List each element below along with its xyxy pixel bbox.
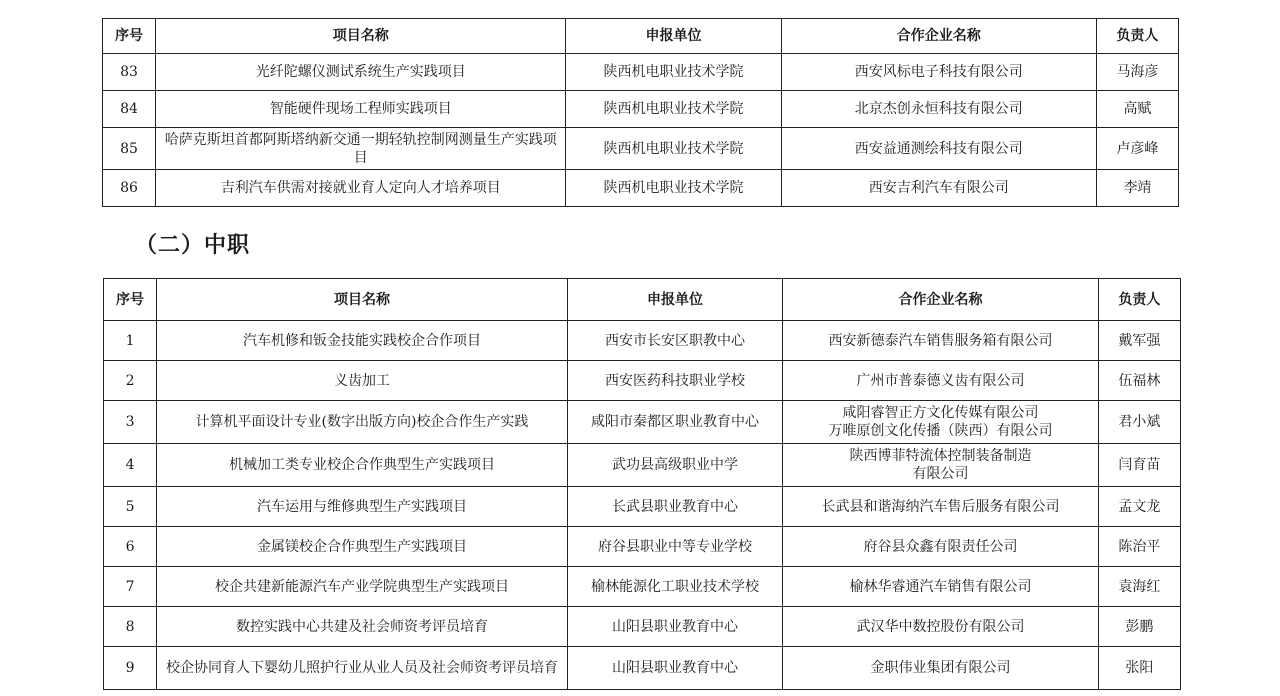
cell-partner-company [783,444,1099,487]
cell-project-name: 义齿加工 [157,361,568,401]
cell-applicant-unit: 西安市长安区职教中心 [567,321,782,361]
header-partner-company: 合作企业名称 [783,279,1099,321]
cell-lead: 伍福林 [1098,361,1180,401]
cell-no: 86 [103,170,156,207]
cell-partner-company: 金职伟业集团有限公司 [783,647,1099,690]
table-row [104,444,1181,487]
cell-project-name: 校企共建新能源汽车产业学院典型生产实践项目 [157,567,568,607]
cell-no: 5 [104,487,157,527]
header-applicant-unit: 申报单位 [566,19,781,54]
cell-project-name: 金属镁校企合作典型生产实践项目 [157,527,568,567]
cell-lead: 卢彦峰 [1096,128,1178,170]
project-table-secondary-vocational [103,278,1181,690]
table-row [103,170,1179,207]
cell-applicant-unit: 榆林能源化工职业技术学校 [567,567,782,607]
cell-partner-company: 北京杰创永恒科技有限公司 [781,91,1096,128]
cell-applicant-unit: 长武县职业教育中心 [567,487,782,527]
table-row [103,54,1179,91]
cell-project-name: 汽车机修和钣金技能实践校企合作项目 [157,321,568,361]
cell-applicant-unit: 山阳县职业教育中心 [567,647,782,690]
cell-project-name: 校企协同育人下婴幼儿照护行业从业人员及社会师资考评员培育 [157,647,568,690]
cell-lead: 闫育苗 [1098,444,1180,487]
cell-lead: 彭鹏 [1098,607,1180,647]
partner-company-line-1: 陕西博菲特流体控制装备制造 [849,448,1032,464]
cell-no: 83 [103,54,156,91]
table-row [104,321,1181,361]
cell-project-name: 智能硬件现场工程师实践项目 [156,91,566,128]
cell-no: 2 [104,361,157,401]
cell-applicant-unit: 陕西机电职业技术学院 [566,128,781,170]
table-row [104,361,1181,401]
header-lead: 负责人 [1096,19,1178,54]
table-row [104,647,1181,690]
cell-lead: 陈治平 [1098,527,1180,567]
cell-applicant-unit: 陕西机电职业技术学院 [566,54,781,91]
cell-partner-company: 武汉华中数控股份有限公司 [783,607,1099,647]
table-row [103,128,1179,170]
cell-partner-company: 西安新德泰汽车销售服务箱有限公司 [783,321,1099,361]
cell-project-name: 吉利汽车供需对接就业育人定向人才培养项目 [156,170,566,207]
cell-lead: 马海彦 [1096,54,1178,91]
header-project-name: 项目名称 [157,279,568,321]
cell-project-name: 汽车运用与维修典型生产实践项目 [157,487,568,527]
table-row [104,567,1181,607]
cell-project-name: 哈萨克斯坦首都阿斯塔纳新交通一期轻轨控制网测量生产实践项目 [156,128,566,170]
cell-partner-company: 长武县和谐海纳汽车售后服务有限公司 [783,487,1099,527]
partner-company-line-2: 万唯原创文化传播（陕西）有限公司 [828,423,1053,439]
cell-applicant-unit: 府谷县职业中等专业学校 [567,527,782,567]
partner-company-line-1: 咸阳睿智正方文化传媒有限公司 [842,405,1039,421]
cell-project-name: 光纤陀螺仪测试系统生产实践项目 [156,54,566,91]
cell-partner-company: 广州市普泰德义齿有限公司 [783,361,1099,401]
header-lead: 负责人 [1098,279,1180,321]
cell-no: 7 [104,567,157,607]
cell-no: 3 [104,401,157,444]
cell-lead: 君小斌 [1098,401,1180,444]
cell-applicant-unit: 山阳县职业教育中心 [567,607,782,647]
cell-lead: 孟文龙 [1098,487,1180,527]
header-partner-company: 合作企业名称 [781,19,1096,54]
table-row [104,487,1181,527]
cell-lead: 李靖 [1096,170,1178,207]
cell-project-name: 计算机平面设计专业(数字出版方向)校企合作生产实践 [157,401,568,444]
cell-no: 85 [103,128,156,170]
cell-no: 84 [103,91,156,128]
cell-project-name: 机械加工类专业校企合作典型生产实践项目 [157,444,568,487]
cell-partner-company: 西安吉利汽车有限公司 [781,170,1096,207]
cell-partner-company: 西安益通测绘科技有限公司 [781,128,1096,170]
project-table-higher-vocational [102,18,1179,207]
cell-applicant-unit: 西安医药科技职业学校 [567,361,782,401]
table-row [103,91,1179,128]
table-header-row [104,279,1181,321]
cell-project-name: 数控实践中心共建及社会师资考评员培育 [157,607,568,647]
cell-partner-company: 榆林华睿通汽车销售有限公司 [783,567,1099,607]
partner-company-line-2: 有限公司 [912,466,969,482]
cell-lead: 戴军强 [1098,321,1180,361]
header-project-name: 项目名称 [156,19,566,54]
header-no: 序号 [104,279,157,321]
cell-lead: 张阳 [1098,647,1180,690]
cell-partner-company [783,401,1099,444]
cell-applicant-unit: 武功县高级职业中学 [567,444,782,487]
cell-applicant-unit: 咸阳市秦都区职业教育中心 [567,401,782,444]
table-row [104,607,1181,647]
cell-lead: 袁海红 [1098,567,1180,607]
cell-partner-company: 府谷县众鑫有限责任公司 [783,527,1099,567]
section-heading-secondary-vocational: （二）中职 [135,233,251,258]
cell-no: 4 [104,444,157,487]
cell-no: 6 [104,527,157,567]
cell-no: 9 [104,647,157,690]
cell-no: 8 [104,607,157,647]
cell-applicant-unit: 陕西机电职业技术学院 [566,170,781,207]
table-header-row [103,19,1179,54]
table-row [104,401,1181,444]
table-row [104,527,1181,567]
cell-partner-company: 西安风标电子科技有限公司 [781,54,1096,91]
header-no: 序号 [103,19,156,54]
cell-lead: 高赋 [1096,91,1178,128]
cell-no: 1 [104,321,157,361]
cell-applicant-unit: 陕西机电职业技术学院 [566,91,781,128]
header-applicant-unit: 申报单位 [567,279,782,321]
